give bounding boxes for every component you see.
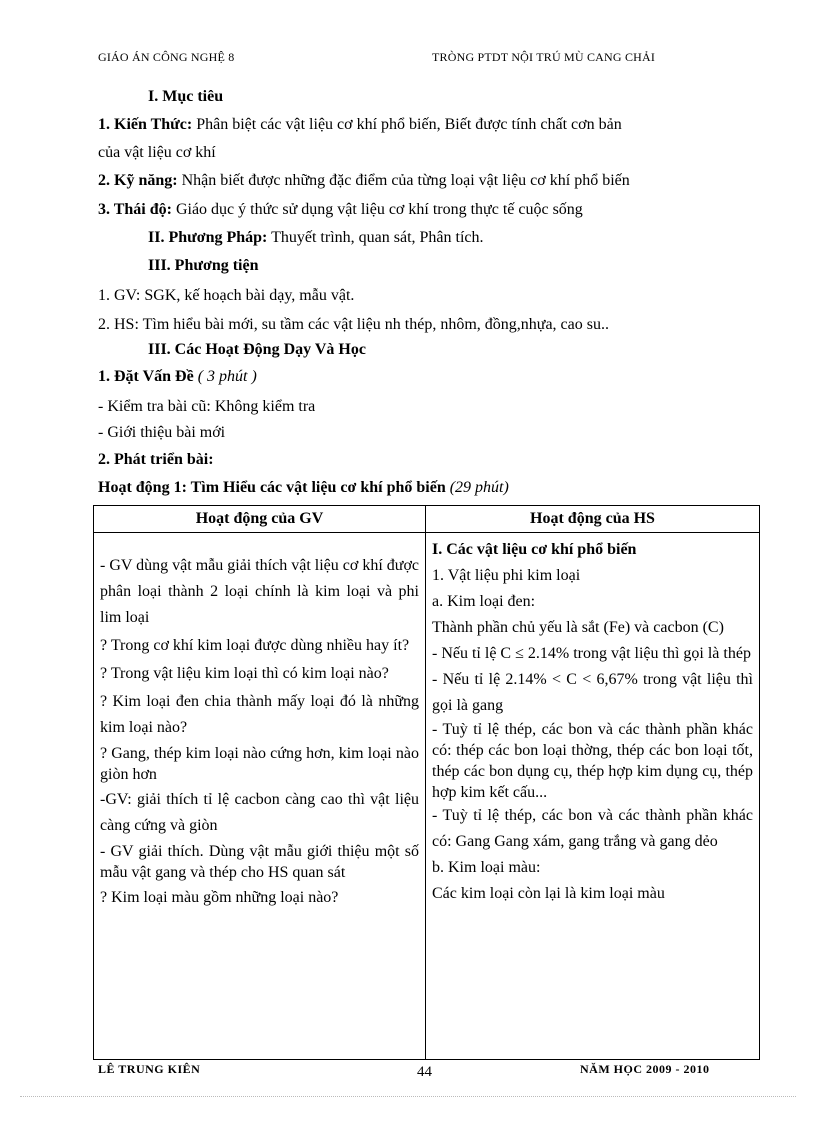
kiem-tra: - Kiểm tra bài cũ: Không kiểm tra xyxy=(98,398,316,415)
section-muc-tieu: I. Mục tiêu xyxy=(148,88,224,105)
hoat-dong-heading: III. Các Hoạt Động Dạy Và Học xyxy=(148,341,366,358)
hs-line: a. Kim loại đen: xyxy=(432,593,536,610)
phuong-phap xyxy=(148,229,484,247)
gv-line: ? Trong cơ khí kim loại được dùng nhiều hay ít? xyxy=(100,637,410,654)
thai-do-text: Giáo dục ý thức sử dụng vật liệu cơ khí trong thực tế cuộc sống xyxy=(171,201,583,218)
ky-nang-label: 2. Kỹ năng: xyxy=(98,172,178,189)
page-number: 44 xyxy=(417,1064,432,1080)
gv-line: ? Kim loại đen chia thành mấy loại đó là những kim loại nào? xyxy=(100,693,419,736)
phat-trien: 2. Phát triển bài: xyxy=(98,451,214,468)
gv-cell xyxy=(94,533,426,1060)
gv-line: -GV: giải thích tỉ lệ cacbon càng cao thì vật liệu càng cứng và giòn xyxy=(100,791,419,834)
phuong-phap-label: II. Phương Pháp: xyxy=(148,229,268,246)
gioi-thieu: - Giới thiệu bài mới xyxy=(98,424,226,441)
col-hs-header: Hoạt động của HS xyxy=(426,506,760,533)
hs-heading: I. Các vật liệu cơ khí phổ biến xyxy=(432,541,637,558)
gv-line: - GV giải thích. Dùng vật mẫu giới thiệu một số mẫu vật gang và thép cho HS quan sát xyxy=(100,843,419,881)
hs-line: - Nếu tỉ lệ 2.14% < C < 6,67% trong vật liệu thì gọi là gang xyxy=(432,671,753,714)
hs-line: - Nếu tỉ lệ C ≤ 2.14% trong vật liệu thì gọi là thép xyxy=(432,645,751,662)
activity1-time: (29 phút) xyxy=(445,479,509,496)
hs-line: 1. Vật liệu phi kim loại xyxy=(432,567,581,584)
ky-nang-text: Nhận biết được những đặc điểm của từng loại vật liệu cơ khí phổ biến xyxy=(177,172,630,189)
kien-thuc xyxy=(98,116,622,134)
hs-prep: 2. HS: Tìm hiểu bài mới, su tầm các vật liệu nh thép, nhôm, đồng,nhựa, cao su.. xyxy=(98,316,609,333)
activity-table xyxy=(93,505,760,1060)
hs-line: b. Kim loại màu: xyxy=(432,859,541,876)
header-right: TRÒNG PTDT NỘI TRÚ MÙ CANG CHẢI xyxy=(432,50,656,64)
kien-thuc-label: 1. Kiến Thức: xyxy=(98,116,193,133)
hs-cell xyxy=(426,533,760,1060)
hs-line: Thành phần chủ yếu là sắt (Fe) và cacbon (C) xyxy=(432,619,724,636)
kien-thuc-cont: của vật liệu cơ khí xyxy=(98,144,216,161)
gv-line: ? Gang, thép kim loại nào cứng hơn, kim loại nào giòn hơn xyxy=(100,745,419,783)
kien-thuc-text: Phân biệt các vật liệu cơ khí phổ biến, Biết được tính chất cơn bản xyxy=(192,116,622,133)
ky-nang xyxy=(98,172,630,190)
page-divider xyxy=(20,1096,796,1097)
hs-line: Các kim loại còn lại là kim loại màu xyxy=(432,885,665,902)
dat-van-de-label: 1. Đặt Vấn Đề xyxy=(98,368,194,385)
dat-van-de xyxy=(98,368,257,386)
gv-prep: 1. GV: SGK, kế hoạch bài dạy, mẫu vật. xyxy=(98,287,355,304)
col-gv-header: Hoạt động của GV xyxy=(94,506,426,533)
thai-do-label: 3. Thái độ: xyxy=(98,201,172,218)
footer-author: LÊ TRUNG KIÊN xyxy=(98,1062,201,1076)
gv-line: ? Trong vật liệu kim loại thì có kim loại nào? xyxy=(100,665,389,682)
footer-year: NĂM HỌC 2009 - 2010 xyxy=(580,1062,710,1076)
table-row xyxy=(94,533,760,1060)
gv-line: ? Kim loại màu gồm những loại nào? xyxy=(100,889,339,906)
phuong-phap-text: Thuyết trình, quan sát, Phân tích. xyxy=(267,229,484,246)
activity1-label: Hoạt động 1: Tìm Hiểu các vật liệu cơ khí phổ biến xyxy=(98,479,446,496)
dat-van-de-time: ( 3 phút ) xyxy=(193,368,257,385)
phuong-tien-heading: III. Phương tiện xyxy=(148,257,259,274)
gv-line: - GV dùng vật mẫu giải thích vật liệu cơ khí được phân loại thành 2 loại chính là kim loại và phi lim loại xyxy=(100,557,420,626)
activity1 xyxy=(98,479,509,497)
hs-line: - Tuỳ tỉ lệ thép, các bon và các thành phần khác có: Gang Gang xám, gang trắng và gang dẻo xyxy=(432,807,753,850)
header-left: GIÁO ÁN CÔNG NGHỆ 8 xyxy=(98,50,235,64)
table-header-row xyxy=(94,506,760,533)
thai-do xyxy=(98,201,583,219)
hs-line: - Tuỳ tỉ lệ thép, các bon và các thành phần khác có: thép các bon loại thờng, thép các bon loại tốt, thép các bon dụng cụ, thép hợp kim dụng cụ, thép hợp kim kết cấu... xyxy=(432,721,753,801)
